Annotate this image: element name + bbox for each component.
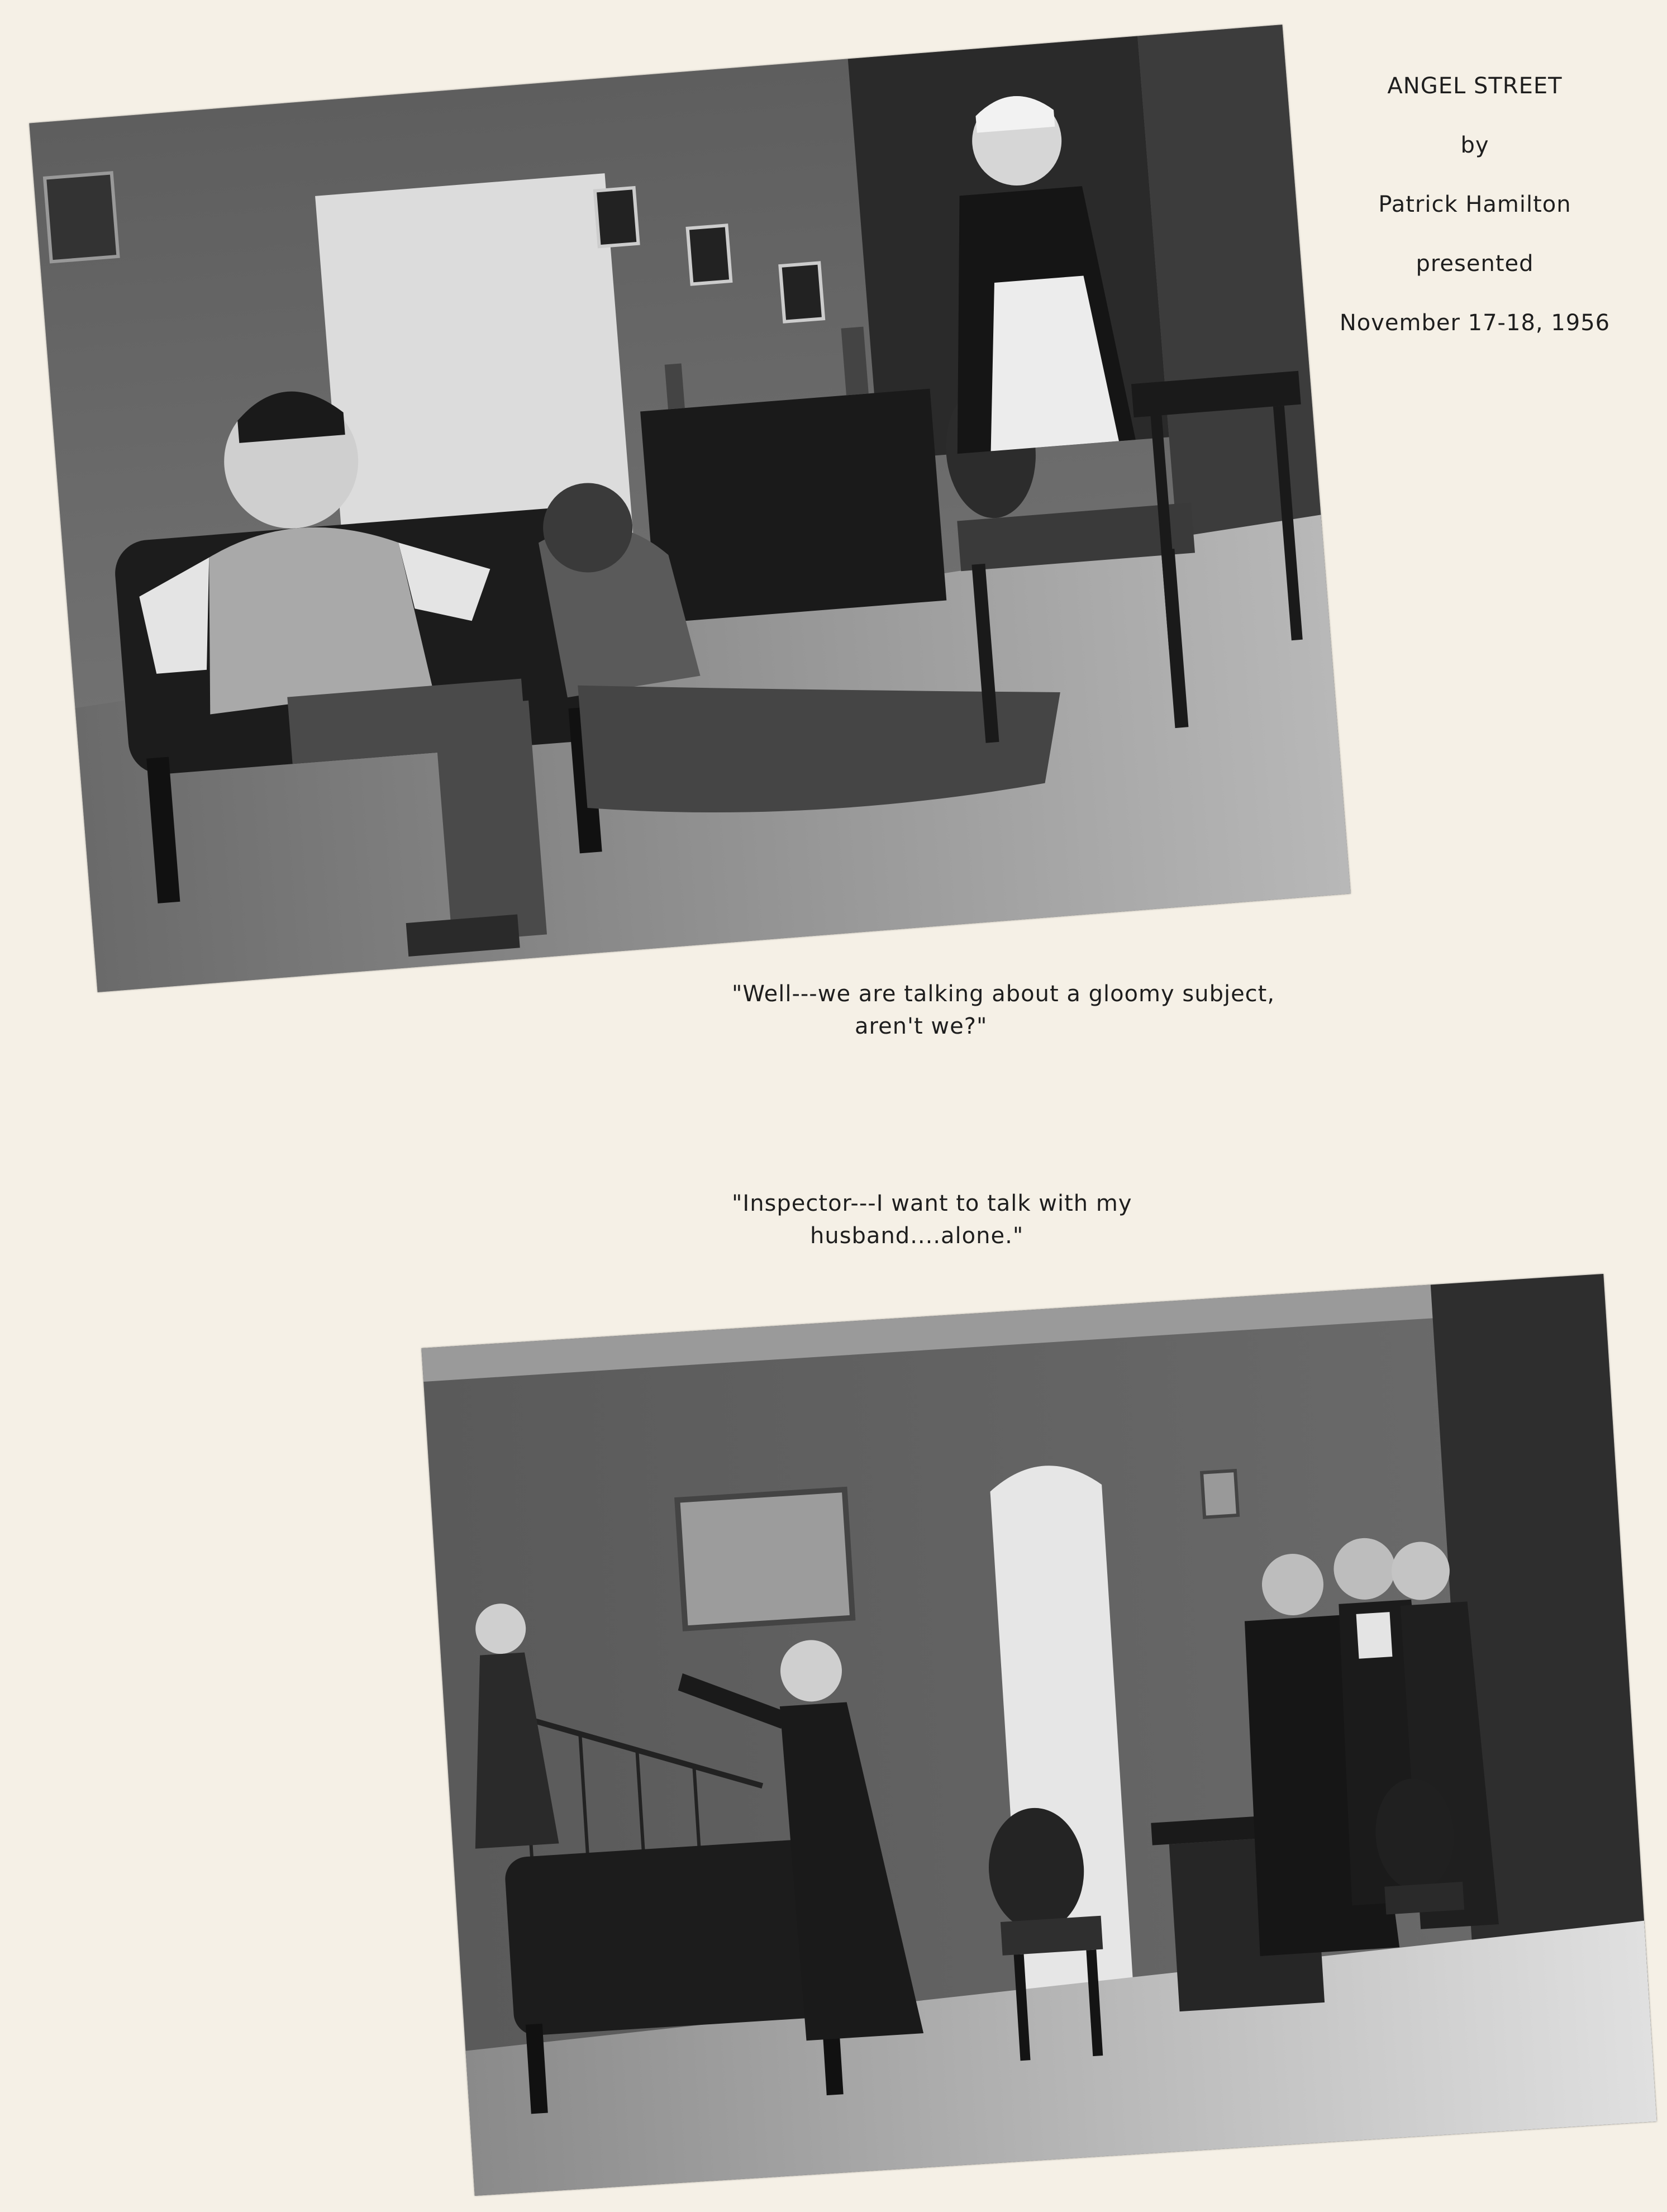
caption-1-line-2: aren't we?": [855, 1014, 988, 1039]
photo-inspector-scene: [421, 1274, 1656, 2196]
stage-photo-inspector: [421, 1274, 1656, 2196]
photo-parlor-scene: [29, 25, 1350, 992]
performance-dates: November 17-18, 1956: [1339, 310, 1611, 336]
caption-2-line-2: husband....alone.": [810, 1223, 1024, 1249]
program-title-block: [1302, 67, 1648, 363]
author-name: Patrick Hamilton: [1378, 192, 1571, 217]
stage-photo-parlor: [29, 25, 1350, 992]
caption-1-line-1: "Well---we are talking about a gloomy subject,: [732, 981, 1275, 1007]
by-label: by: [1460, 132, 1489, 158]
photo-caption-2: [732, 1187, 1132, 1252]
play-title: ANGEL STREET: [1387, 73, 1563, 99]
photo-caption-1: [732, 978, 1275, 1043]
presented-label: presented: [1416, 251, 1534, 277]
caption-2-line-1: "Inspector---I want to talk with my: [732, 1191, 1132, 1216]
